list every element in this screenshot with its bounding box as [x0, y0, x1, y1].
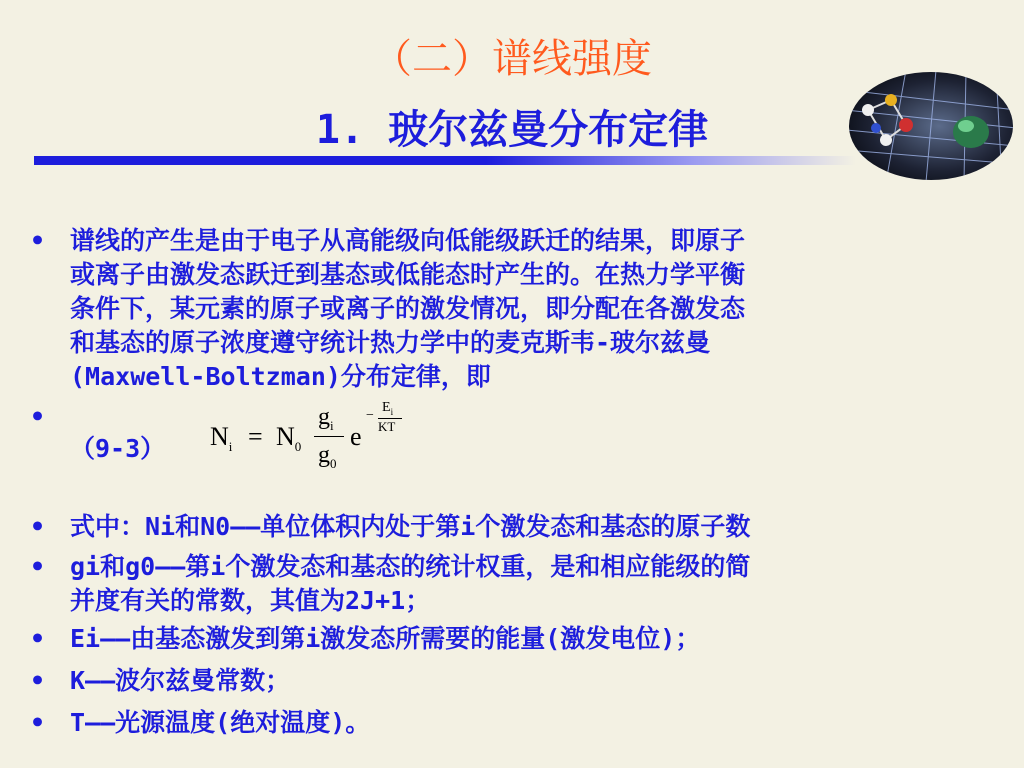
formula-n0: $N_0$ — [276, 422, 302, 455]
formula-equals: = — [248, 422, 263, 451]
formula-g0: $g_0$ — [318, 442, 337, 471]
bullet-item — [30, 550, 1000, 618]
bullet-text: K——波尔兹曼常数； — [70, 666, 291, 695]
bullet-marker: • — [30, 512, 46, 541]
bullet-marker: • — [30, 402, 46, 431]
title-underline — [34, 156, 856, 165]
boltzmann-formula — [200, 400, 430, 485]
bullet-item — [30, 510, 1000, 544]
equation-number: （9-3） — [70, 434, 166, 463]
bullet-marker: • — [30, 708, 46, 737]
bullet-text: Ei——由基态激发到第i激发态所需要的能量(激发电位)； — [70, 624, 701, 653]
bullet-item — [30, 664, 1000, 698]
fraction-bar — [314, 436, 344, 437]
bullet-item — [30, 622, 1000, 656]
formula-gi: $g_i$ — [318, 404, 334, 433]
formula-kt: KT — [378, 419, 396, 434]
formula-ei: $E_i$ — [382, 400, 394, 417]
bullet-marker: • — [30, 624, 46, 653]
formula-e: e — [350, 422, 362, 451]
bullet-text: 谱线的产生是由于电子从高能级向低能级跃迁的结果，即原子 或离子由激发态跃迁到基态或低能态时产生的。在热力学平衡 条件下，某元素的原子或离子的激发情况，即分配在各激发态 和基态的原子浓度遵守统计热力学中的麦克斯韦-玻尔兹曼 (Maxwell-Boltzman)分布定律，即 — [70, 226, 746, 391]
bullet-text: gi和g0——第i个激发态和基态的统计权重，是和相应能级的简 并度有关的常数，其值为2J+1； — [70, 552, 751, 615]
bullet-text: 式中：Ni和N0——单位体积内处于第i个激发态和基态的原子数 — [70, 512, 751, 541]
bullet-item — [30, 224, 1000, 394]
slide-title: （二）谱线强度 — [372, 36, 652, 82]
formula-n: $N_i$ — [210, 422, 233, 455]
bullet-marker: • — [30, 666, 46, 695]
bullet-item — [30, 706, 1000, 740]
molecule-grid-decoration — [846, 70, 1016, 182]
bullet-text: T——光源温度(绝对温度)。 — [70, 708, 371, 737]
formula-minus: − — [366, 408, 374, 423]
bullet-marker: • — [30, 552, 46, 581]
bullet-marker: • — [30, 226, 46, 255]
slide-subtitle: 1. 玻尔兹曼分布定律 — [315, 107, 709, 153]
